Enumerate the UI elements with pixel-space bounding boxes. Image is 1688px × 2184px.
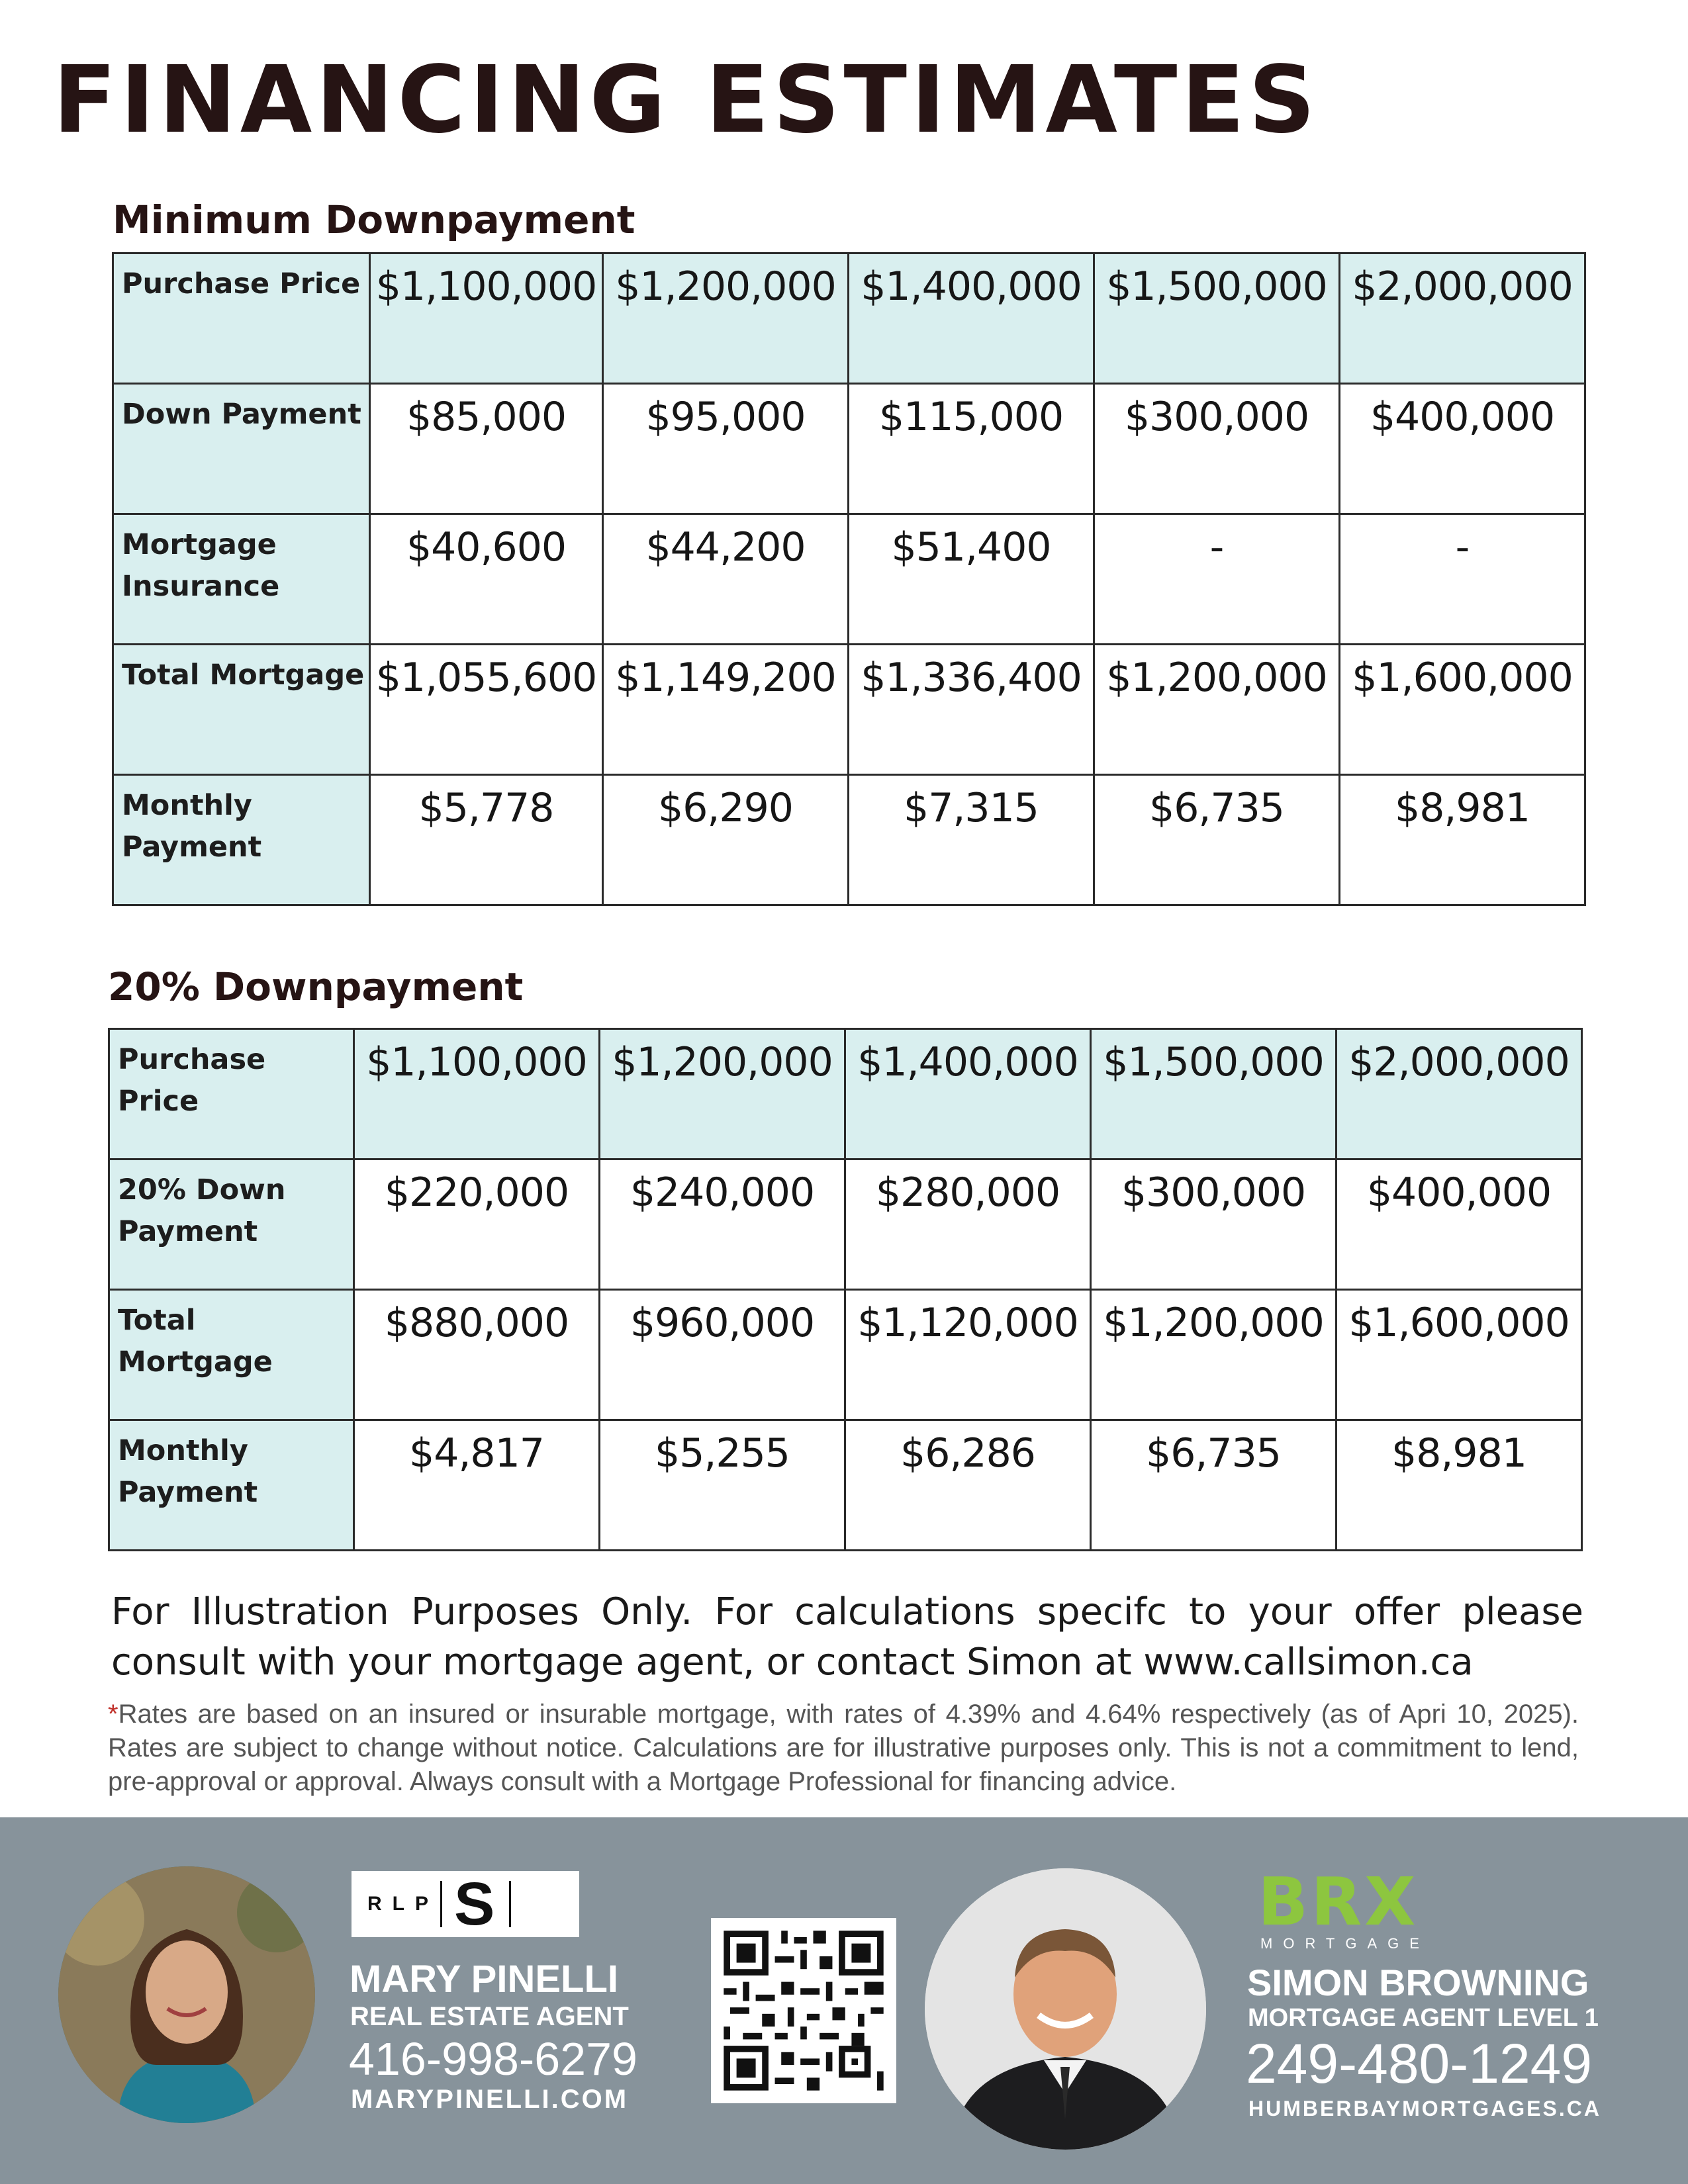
table-cell: $8,981 xyxy=(1336,1420,1582,1551)
realtor-name: MARY PINELLI xyxy=(350,1958,619,2001)
mortgage-agent-role: MORTGAGE AGENT LEVEL 1 xyxy=(1248,2004,1599,2032)
table-row xyxy=(109,1420,1582,1551)
table-cell: $1,120,000 xyxy=(845,1290,1091,1420)
realtor-website[interactable]: MARYPINELLI.COM xyxy=(351,2085,629,2114)
table-cell: $40,600 xyxy=(370,514,603,645)
table-row xyxy=(109,1290,1582,1420)
table-cell: $1,400,000 xyxy=(849,253,1094,384)
mortgage-agent-phone[interactable]: 249-480-1249 xyxy=(1246,2032,1593,2095)
asterisk-marker: * xyxy=(108,1700,118,1729)
brx-mortgage-text: MORTGAGE xyxy=(1260,1935,1430,1952)
table-cell: $1,055,600 xyxy=(370,645,603,775)
table-row xyxy=(109,1160,1582,1290)
table-cell: $6,290 xyxy=(603,775,849,905)
table-cell: - xyxy=(1340,514,1585,645)
table-cell: $400,000 xyxy=(1340,384,1585,514)
fine-print-text: Rates are based on an insured or insurable mortgage, with rates of 4.39% and 4.64% respectively (as of Apri 10, 2025). Rates are subject to change without notice. Calculations are for illustrative purposes only. This is not a commitment to lend, pre-approval or approval. Always consult with a Mortgage Professional for financing advice. xyxy=(108,1700,1579,1796)
realtor-role: REAL ESTATE AGENT xyxy=(350,2002,629,2031)
table-cell: $2,000,000 xyxy=(1336,1029,1582,1160)
page-title: FINANCING ESTIMATES xyxy=(53,46,1319,154)
table-row xyxy=(113,253,1585,384)
table-cell: $115,000 xyxy=(849,384,1094,514)
table-cell: $220,000 xyxy=(354,1160,600,1290)
realtor-phone[interactable]: 416-998-6279 xyxy=(349,2033,637,2085)
row-label: Monthly Payment xyxy=(113,775,370,905)
row-label: Down Payment xyxy=(113,384,370,514)
mortgage-agent-portrait-icon xyxy=(925,1868,1206,2150)
row-label: Purchase Price xyxy=(113,253,370,384)
table-cell: $85,000 xyxy=(370,384,603,514)
brx-mortgage-logo xyxy=(1258,1863,1430,1952)
table-row xyxy=(113,775,1585,905)
minimum-downpayment-table xyxy=(112,252,1586,906)
table-cell: $51,400 xyxy=(849,514,1094,645)
table-row xyxy=(109,1029,1582,1160)
qr-code[interactable] xyxy=(711,1918,896,2103)
table-cell: - xyxy=(1094,514,1340,645)
table-cell: $5,255 xyxy=(600,1420,845,1551)
table-cell: $1,336,400 xyxy=(849,645,1094,775)
table-row xyxy=(113,645,1585,775)
table-cell: $240,000 xyxy=(600,1160,845,1290)
table-cell: $1,100,000 xyxy=(354,1029,600,1160)
row-label: Total Mortgage xyxy=(109,1290,354,1420)
twenty-percent-downpayment-table xyxy=(108,1028,1583,1551)
table-cell: $44,200 xyxy=(603,514,849,645)
table-cell: $6,735 xyxy=(1094,775,1340,905)
table-cell: $1,600,000 xyxy=(1336,1290,1582,1420)
section-title-twenty-percent: 20% Downpayment xyxy=(108,964,524,1009)
rlp-brokerage-logo xyxy=(352,1871,579,1937)
qr-code-icon xyxy=(711,1918,896,2103)
table-cell: $7,315 xyxy=(849,775,1094,905)
table-cell: $5,778 xyxy=(370,775,603,905)
row-label: Purchase Price xyxy=(109,1029,354,1160)
mortgage-agent-photo xyxy=(925,1868,1206,2150)
illustration-disclaimer: For Illustration Purposes Only. For calculations specifc to your offer please consult with your mortgage agent, or contact Simon at www.callsimon.ca xyxy=(111,1590,1583,1684)
table-cell: $300,000 xyxy=(1091,1160,1336,1290)
rates-fine-print xyxy=(108,1698,1579,1799)
table-cell: $1,100,000 xyxy=(370,253,603,384)
row-label: Total Mortgage xyxy=(113,645,370,775)
brx-brand-text: BRX xyxy=(1258,1863,1419,1940)
table-cell: $960,000 xyxy=(600,1290,845,1420)
logo-divider xyxy=(440,1881,442,1927)
table-cell: $8,981 xyxy=(1340,775,1585,905)
realtor-portrait-icon xyxy=(58,1866,315,2123)
realtor-photo xyxy=(58,1866,315,2123)
rlp-text: RLP xyxy=(367,1893,439,1915)
table-cell: $95,000 xyxy=(603,384,849,514)
table-cell: $1,200,000 xyxy=(603,253,849,384)
mortgage-agent-website[interactable]: HUMBERBAYMORTGAGES.CA xyxy=(1248,2097,1601,2120)
table-cell: $6,735 xyxy=(1091,1420,1336,1551)
table-cell: $1,200,000 xyxy=(600,1029,845,1160)
table-cell: $6,286 xyxy=(845,1420,1091,1551)
table-cell: $1,200,000 xyxy=(1091,1290,1336,1420)
table-cell: $1,400,000 xyxy=(845,1029,1091,1160)
row-label: 20% Down Payment xyxy=(109,1160,354,1290)
table-cell: $300,000 xyxy=(1094,384,1340,514)
row-label: Mortgage Insurance xyxy=(113,514,370,645)
table-row xyxy=(113,384,1585,514)
table-row xyxy=(113,514,1585,645)
table-cell: $4,817 xyxy=(354,1420,600,1551)
table-cell: $1,149,200 xyxy=(603,645,849,775)
table-cell: $280,000 xyxy=(845,1160,1091,1290)
logo-divider xyxy=(509,1881,511,1927)
table-cell: $400,000 xyxy=(1336,1160,1582,1290)
table-cell: $1,500,000 xyxy=(1091,1029,1336,1160)
table-cell: $2,000,000 xyxy=(1340,253,1585,384)
section-title-minimum: Minimum Downpayment xyxy=(113,197,635,242)
table-cell: $1,200,000 xyxy=(1094,645,1340,775)
table-cell: $1,600,000 xyxy=(1340,645,1585,775)
mortgage-agent-name: SIMON BROWNING xyxy=(1247,1962,1589,2003)
s-letter: S xyxy=(454,1870,495,1938)
row-label: Monthly Payment xyxy=(109,1420,354,1551)
table-cell: $880,000 xyxy=(354,1290,600,1420)
table-cell: $1,500,000 xyxy=(1094,253,1340,384)
